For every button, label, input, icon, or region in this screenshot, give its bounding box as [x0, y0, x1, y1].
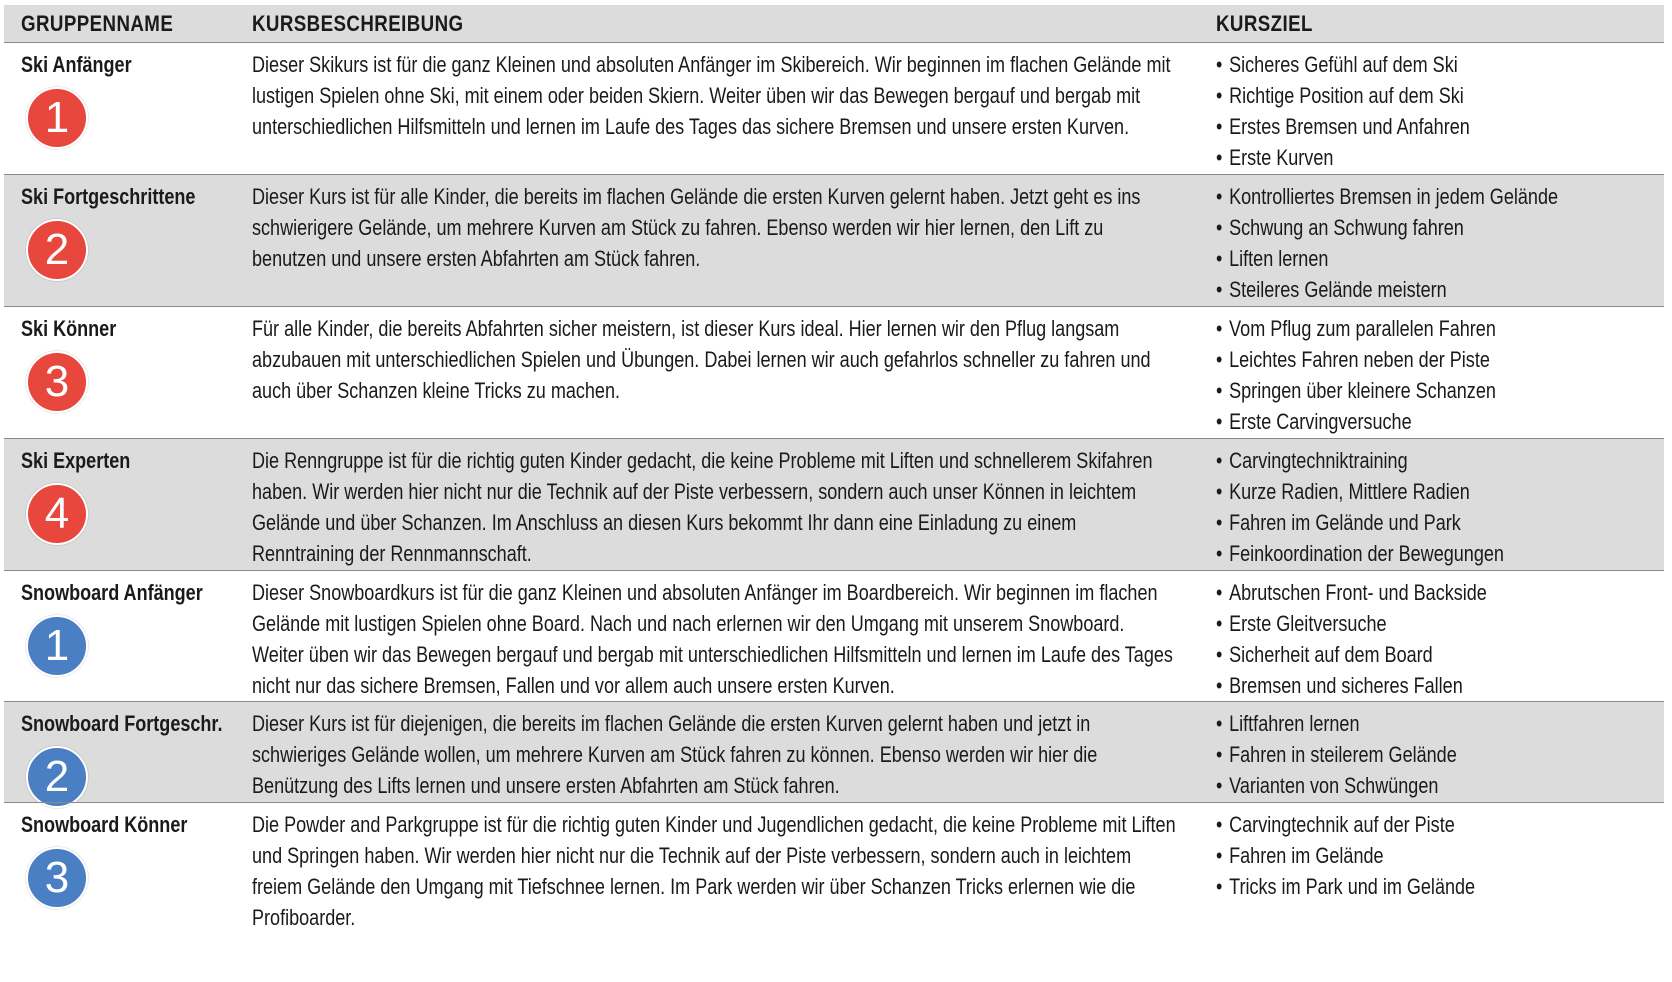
goal-item: [1216, 809, 1659, 840]
table-body: [4, 42, 1664, 930]
goal-item: [1216, 111, 1659, 142]
goal-item: [1216, 507, 1659, 538]
level-badge-icon: 3: [26, 847, 88, 909]
goal-item: [1216, 274, 1659, 305]
bullet-icon: •: [1216, 843, 1223, 868]
table-row: [4, 438, 1664, 570]
goal-item: [1216, 670, 1659, 701]
bullet-icon: •: [1216, 378, 1223, 403]
goal-text: Springen über kleinere Schanzen: [1229, 378, 1496, 403]
description-cell: [236, 803, 1198, 930]
goal-text: Carvingtechniktraining: [1229, 448, 1408, 473]
course-description: Für alle Kinder, die bereits Abfahrten sicher meistern, ist dieser Kurs ideal. Hier lernen wir den Pflug langsam abzubauen mit unterschiedlichen Spielen und Übungen. Dabei lernen wir auch gefahrlos schneller zu fahren und auch über Schanzen kleine Tricks zu machen.: [252, 316, 1151, 403]
group-cell: [4, 307, 236, 438]
goal-item: [1216, 445, 1659, 476]
bullet-icon: •: [1216, 316, 1223, 341]
header-description: KURSBESCHREIBUNG: [252, 10, 464, 36]
goal-list: [1216, 708, 1659, 801]
goal-text: Liftfahren lernen: [1229, 711, 1360, 736]
goal-text: Bremsen und sicheres Fallen: [1229, 673, 1463, 698]
group-name: Ski Experten: [21, 448, 131, 473]
header-group-cell: [4, 11, 236, 37]
goal-text: Kontrolliertes Bremsen in jedem Gelände: [1229, 184, 1559, 209]
goal-text: Varianten von Schwüngen: [1229, 773, 1439, 798]
goal-item: [1216, 313, 1659, 344]
table-row: [4, 42, 1664, 174]
bullet-icon: •: [1216, 114, 1223, 139]
bullet-icon: •: [1216, 347, 1223, 372]
table-row: [4, 174, 1664, 306]
header-group: GRUPPENNAME: [21, 10, 174, 36]
header-goal-cell: [1198, 11, 1664, 37]
group-name: Ski Fortgeschrittene: [21, 184, 196, 209]
group-name: Snowboard Könner: [21, 812, 188, 837]
goal-text: Schwung an Schwung fahren: [1229, 215, 1464, 240]
bullet-icon: •: [1216, 215, 1223, 240]
goal-item: [1216, 212, 1659, 243]
group-cell: [4, 439, 236, 570]
group-name: Snowboard Fortgeschr.: [21, 711, 223, 736]
goal-item: [1216, 639, 1659, 670]
level-badge-icon: 2: [26, 746, 88, 808]
goal-item: [1216, 80, 1659, 111]
bullet-icon: •: [1216, 673, 1223, 698]
goal-cell: [1198, 307, 1664, 438]
goal-text: Abrutschen Front- und Backside: [1229, 580, 1487, 605]
table-row: [4, 802, 1664, 930]
group-name: Ski Könner: [21, 316, 117, 341]
level-badge-icon: 2: [26, 219, 88, 281]
goal-list: [1216, 313, 1659, 437]
header-description-cell: [236, 11, 1198, 37]
goal-text: Feinkoordination der Bewegungen: [1229, 541, 1504, 566]
goal-text: Richtige Position auf dem Ski: [1229, 83, 1464, 108]
goal-list: [1216, 181, 1659, 305]
goal-item: [1216, 538, 1659, 569]
bullet-icon: •: [1216, 52, 1223, 77]
goal-item: [1216, 871, 1659, 902]
bullet-icon: •: [1216, 145, 1223, 170]
goal-item: [1216, 770, 1659, 801]
goal-cell: [1198, 43, 1664, 174]
goal-text: Fahren im Gelände und Park: [1229, 510, 1461, 535]
goal-text: Erste Gleitversuche: [1229, 611, 1387, 636]
goal-text: Kurze Radien, Mittlere Radien: [1229, 479, 1470, 504]
table-row: [4, 701, 1664, 802]
table-row: [4, 306, 1664, 438]
description-cell: [236, 175, 1198, 306]
level-badge-icon: 3: [26, 351, 88, 413]
goal-cell: [1198, 439, 1664, 570]
goal-list: [1216, 809, 1659, 902]
goal-text: Erste Kurven: [1229, 145, 1334, 170]
goal-text: Erste Carvingversuche: [1229, 409, 1412, 434]
group-cell: [4, 702, 236, 802]
bullet-icon: •: [1216, 184, 1223, 209]
goal-text: Tricks im Park und im Gelände: [1229, 874, 1476, 899]
group-cell: [4, 571, 236, 701]
group-name: Ski Anfänger: [21, 52, 132, 77]
group-cell: [4, 803, 236, 905]
bullet-icon: •: [1216, 580, 1223, 605]
goal-item: [1216, 49, 1659, 80]
table-header: [4, 5, 1664, 42]
bullet-icon: •: [1216, 773, 1223, 798]
description-cell: [236, 439, 1198, 570]
goal-text: Leichtes Fahren neben der Piste: [1229, 347, 1490, 372]
description-cell: [236, 702, 1198, 802]
goal-item: [1216, 243, 1659, 274]
goal-text: Erstes Bremsen und Anfahren: [1229, 114, 1470, 139]
group-cell: [4, 43, 236, 174]
bullet-icon: •: [1216, 448, 1223, 473]
table-row: [4, 570, 1664, 701]
goal-item: [1216, 375, 1659, 406]
bullet-icon: •: [1216, 409, 1223, 434]
bullet-icon: •: [1216, 541, 1223, 566]
level-badge-icon: 1: [26, 615, 88, 677]
header-goal: KURSZIEL: [1216, 10, 1313, 36]
goal-item: [1216, 142, 1659, 173]
bullet-icon: •: [1216, 510, 1223, 535]
description-cell: [236, 43, 1198, 174]
goal-text: Carvingtechnik auf der Piste: [1229, 812, 1455, 837]
course-description: Die Renngruppe ist für die richtig guten Kinder gedacht, die keine Probleme mit Liften und schnellerem Skifahren haben. Wir werden hier nicht nur die Technik auf der Piste verbessern, sondern auch unser Können in leichtem Gelände und über Schanzen. Im Anschluss an diesen Kurs bekommt Ihr dann eine Einladung zu einem Renntraining der Rennmannschaft.: [252, 448, 1153, 566]
goal-item: [1216, 181, 1659, 212]
goal-item: [1216, 344, 1659, 375]
bullet-icon: •: [1216, 246, 1223, 271]
goal-text: Sicherheit auf dem Board: [1229, 642, 1433, 667]
bullet-icon: •: [1216, 642, 1223, 667]
goal-item: [1216, 476, 1659, 507]
goal-text: Sicheres Gefühl auf dem Ski: [1229, 52, 1458, 77]
goal-text: Fahren im Gelände: [1229, 843, 1384, 868]
goal-list: [1216, 49, 1659, 173]
bullet-icon: •: [1216, 711, 1223, 736]
description-cell: [236, 307, 1198, 438]
bullet-icon: •: [1216, 812, 1223, 837]
description-cell: [236, 571, 1198, 701]
goal-text: Fahren in steilerem Gelände: [1229, 742, 1457, 767]
goal-cell: [1198, 571, 1664, 701]
goal-list: [1216, 577, 1659, 701]
course-description: Die Powder and Parkgruppe ist für die richtig guten Kinder und Jugendlichen gedacht, die keine Probleme mit Liften und Springen haben. Wir werden hier nicht nur die Technik auf der Piste verbessern, sondern auch in leichtem freiem Gelände den Umgang mit Tiefschnee lernen. Im Park werden wir über Schanzen Tricks erlernen wie die Profiboarder.: [252, 812, 1176, 930]
goal-list: [1216, 445, 1659, 569]
bullet-icon: •: [1216, 611, 1223, 636]
goal-item: [1216, 406, 1659, 437]
group-name: Snowboard Anfänger: [21, 580, 203, 605]
goal-text: Steileres Gelände meistern: [1229, 277, 1447, 302]
goal-item: [1216, 608, 1659, 639]
goal-item: [1216, 739, 1659, 770]
bullet-icon: •: [1216, 479, 1223, 504]
course-description: Dieser Kurs ist für diejenigen, die bereits im flachen Gelände die ersten Kurven gelernt haben und jetzt in schwieriges Gelände wollen, um mehrere Kurven am Stück fahren zu können. Ebenso werden wir hier die Benützung des Lifts lernen und unsere ersten Abfahrten am Stück fahren.: [252, 711, 1098, 798]
bullet-icon: •: [1216, 83, 1223, 108]
bullet-icon: •: [1216, 874, 1223, 899]
bullet-icon: •: [1216, 277, 1223, 302]
level-badge-icon: 4: [26, 483, 88, 545]
goal-item: [1216, 708, 1659, 739]
goal-cell: [1198, 803, 1664, 905]
goal-text: Liften lernen: [1229, 246, 1329, 271]
goal-item: [1216, 577, 1659, 608]
course-description: Dieser Snowboardkurs ist für die ganz Kleinen und absoluten Anfänger im Boardbereich. Wir beginnen im flachen Gelände mit lustigen Spielen ohne Board. Nach und nach erlernen wir den Umgang mit unserem Snowboard. Weiter üben wir das Bewegen bergauf und bergab mit unterschiedlichen Hilfsmitteln und lernen im Laufe des Tages nicht nur das sichere Bremsen, Fallen und vor allem auch unsere ersten Kurven.: [252, 580, 1173, 698]
goal-item: [1216, 840, 1659, 871]
course-table: [4, 5, 1664, 930]
bullet-icon: •: [1216, 742, 1223, 767]
course-description: Dieser Kurs ist für alle Kinder, die bereits im flachen Gelände die ersten Kurven gelernt haben. Jetzt geht es ins schwierigere Gelände, um mehrere Kurven am Stück zu fahren. Ebenso werden wir hier lernen, den Lift zu benutzen und unsere ersten Abfahrten am Stück fahren.: [252, 184, 1141, 271]
group-cell: [4, 175, 236, 306]
course-description: Dieser Skikurs ist für die ganz Kleinen und absoluten Anfänger im Skibereich. Wir beginnen im flachen Gelände mit lustigen Spielen ohne Ski, mit einem oder beiden Skiern. Weiter üben wir das Bewegen bergauf und bergab mit unterschiedlichen Hilfsmitteln und lernen im Laufe des Tages das sichere Bremsen und unsere ersten Kurven.: [252, 52, 1171, 139]
level-badge-icon: 1: [26, 87, 88, 149]
goal-text: Vom Pflug zum parallelen Fahren: [1229, 316, 1496, 341]
goal-cell: [1198, 175, 1664, 306]
goal-cell: [1198, 702, 1664, 802]
